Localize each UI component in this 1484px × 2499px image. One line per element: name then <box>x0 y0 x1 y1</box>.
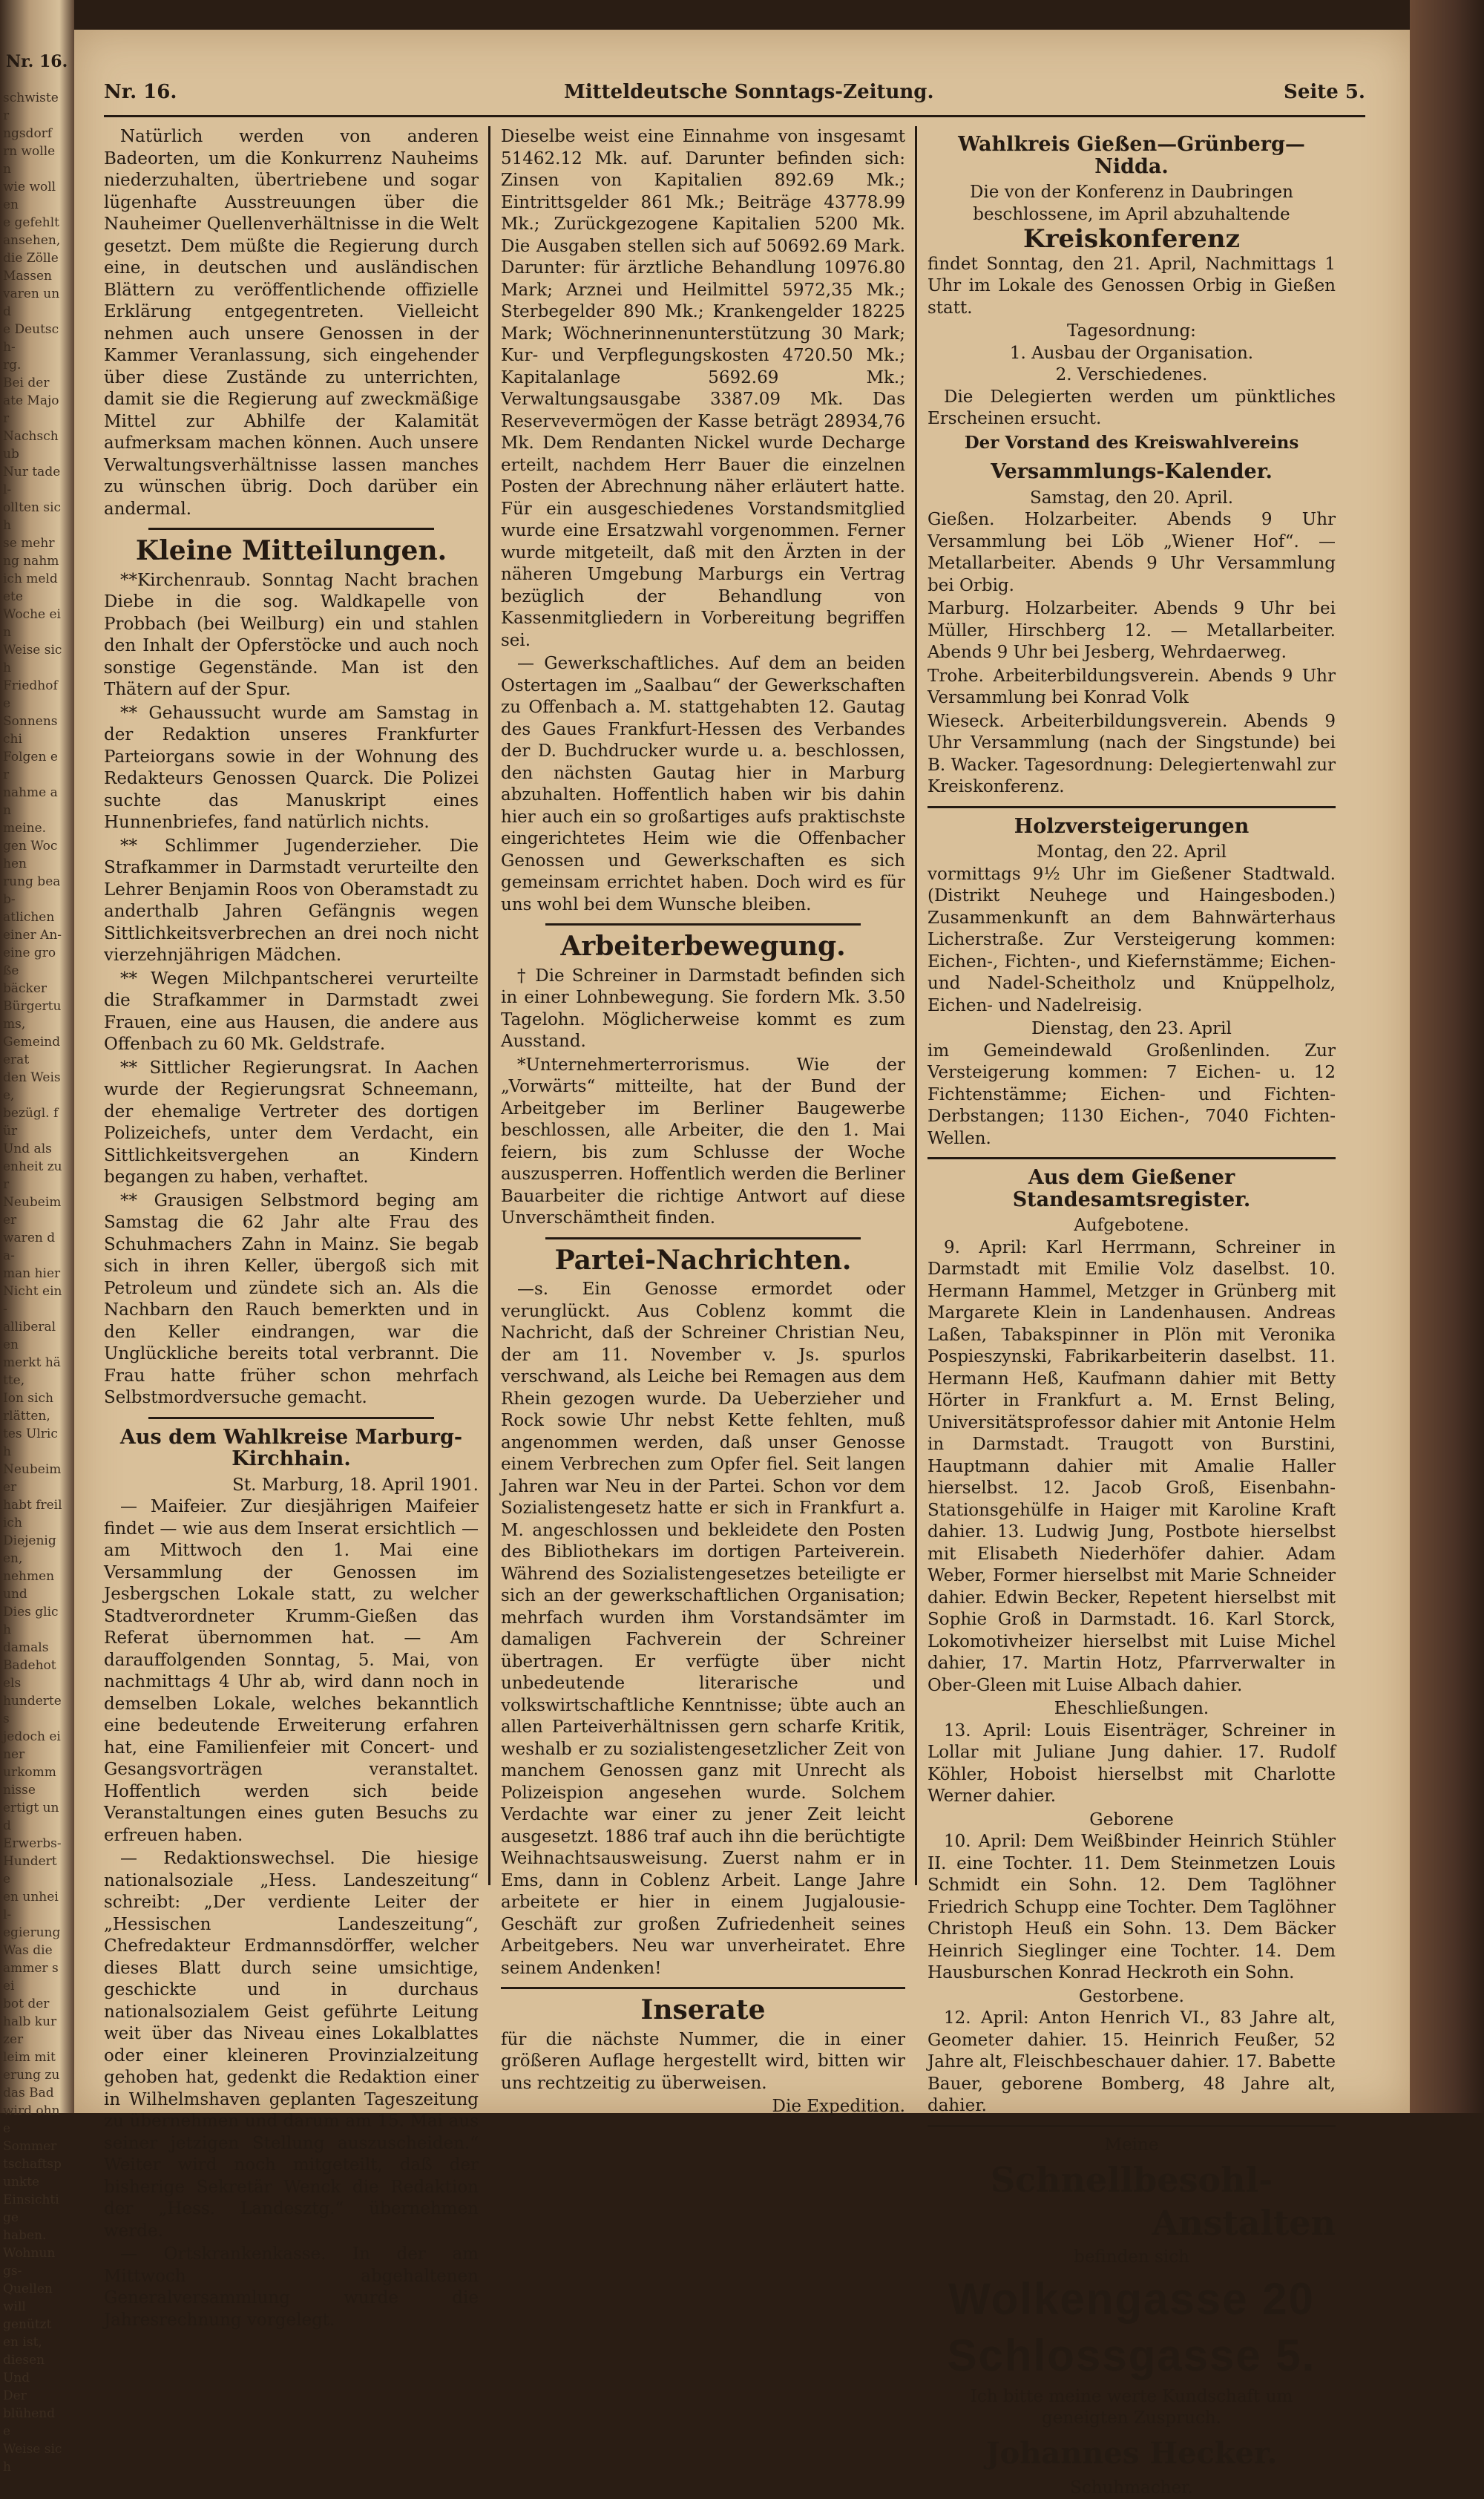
agenda-item: 1. Ausbau der Organisation. <box>928 343 1336 365</box>
news-item: ** Schlimmer Jugenderzieher. Die Strafkammer in Darmstadt verurteilte den Lehrer Benjamin Roos von Oberamstadt zu anderthalb Jahren Gefängnis wegen Sittlichkeitsverbrechen an drei noch nicht vierzehnjährigen Mädchen. <box>104 836 479 967</box>
adjacent-page-line: damals <box>3 1639 62 1657</box>
adjacent-page-line: ng nahm <box>3 552 62 570</box>
adjacent-page-line: egierung <box>3 1924 62 1942</box>
adjacent-page-line: eine große <box>3 944 62 980</box>
adjacent-page-line: rn wollen <box>3 143 62 178</box>
adjacent-page-line: Neubeimer <box>3 1461 62 1496</box>
section-heading-inserate: Inserate <box>501 1999 905 2022</box>
adjacent-page-line: Dies glich <box>3 1603 62 1639</box>
article-paragraph: Natürlich werden von anderen Badeorten, um die Konkurrenz Nauheims niederzuhalten, übertriebene und sogar lügenhafte Ausstreuungen über die Nauheimer Quellenverhältnisse in die Welt gesetzt. Dem müßte die Regierung durch eine, in deutschen und ausländischen Blättern zu veröffentlichende offizielle Erklärung entgegentreten. Vielleicht nehmen auch unsere Genossen in der Kammer Veranlassung, sich eingehender über diese Zustände zu unterrichten, damit sie die Regierung auf zweckmäßige Mittel zur Abhilfe der Kalamität aufmerksam machen können. Auch unsere Verwaltungsverhältnisse lassen manches zu wünschen übrig. Doch darüber ein andermal. <box>104 126 479 520</box>
news-item: ** Gehaussucht wurde am Samstag in der Redaktion unseres Frankfurter Parteiorgans sowie in der Wohnung des Redakteurs Genossen Quarck. Die Polizei suchte das Manuskript eines Hunnenbriefes, fand natürlich nichts. <box>104 703 479 834</box>
adjacent-page-line: diesen <box>3 2351 62 2369</box>
notice-signature: Die Expedition. <box>501 2096 905 2118</box>
section-heading-kleine-mitteilungen: Kleine Mitteilungen. <box>104 540 479 563</box>
agenda-item: 2. Verschiedenes. <box>928 364 1336 387</box>
adjacent-page-line: atlichen <box>3 908 62 926</box>
article-paragraph: Dieselbe weist eine Einnahme von insgesamt 51462.12 Mk. auf. Darunter befinden sich: Zinsen von Kapitalien 892.69 Mk.; Eintrittsgelder 861 Mk.; Beiträge 43778.99 Mk.; Zurückgezogene Kapitalien 5200 Mk. Die Ausgaben stellen sich auf 50692.69 Mark. Darunter: für ärztliche Behandlung 10976.80 Mark; Arznei und Heilmittel 5972,35 Mk.; Sterbegelder 890 Mk.; Krankengelder 18225 Mark; Wöchnerinnenunterstützung 30 Mark; Kur- und Verpflegungskosten 4720.50 Mk.; Kapitalanlage 5692.69 Mk.; Verwaltungsausgabe 3387.09 Mk. Das Reservevermögen der Kasse beträgt 28934,76 Mk. Dem Rendanten Nickel wurde Decharge erteilt, nachdem Herr Bauer die einzelnen Posten der Abrechnung näher erläutert hatte. Für ein ausgeschiedenes Vorstandsmitglied wurde eine Ersatzwahl vorgenommen. Ferner wurde mitgeteilt, daß mit den Ärzten in der näheren Umgebung Marburgs ein Vertrag bezüglich der Behandlung von Kassenmitgliedern in Vorbereitung begriffen sei. <box>501 126 905 652</box>
adjacent-page-line: wie wollen <box>3 178 62 214</box>
adjacent-page-number: Nr. 16. <box>6 52 68 71</box>
adjacent-page-line: Sonnenschi <box>3 713 62 748</box>
news-item: † Die Schreiner in Darmstadt befinden sich in einer Lohnbewegung. Sie fordern Mk. 3.50 Tagelohn. Möglicherweise kommt es zum Ausstand. <box>501 966 905 1053</box>
adjacent-page-line: merkt hätte, <box>3 1354 62 1389</box>
adjacent-page-line: bäcker <box>3 980 62 998</box>
adjacent-page-line: ich meldete <box>3 570 62 606</box>
section-heading-wahlkreis-giessen: Wahlkreis Gießen—Grünberg—Nidda. <box>928 134 1336 177</box>
register-subheading: Eheschließungen. <box>928 1698 1336 1720</box>
divider <box>545 1237 861 1239</box>
adjacent-page-line: rlätten, <box>3 1407 62 1425</box>
news-item: — Ortskrankenkasse. In der am Mittwoch abgehaltenen Generalversammlung wurde die Jahresrechnung vorgelegt. <box>104 2244 479 2331</box>
adjacent-page-line: nehmen und <box>3 1568 62 1603</box>
adjacent-page-line: Friedhofe <box>3 677 62 713</box>
adjacent-page-line: jedoch einer <box>3 1728 62 1763</box>
column-1 <box>104 126 479 1907</box>
column-rule <box>915 126 917 1885</box>
divider <box>148 528 434 530</box>
register-entries: 13. April: Louis Eisenträger, Schreiner in Lollar mit Juliane Jung dahier. 17. Rudolf Köhler, Hoboist hierselbst mit Charlotte Werner dahier. <box>928 1720 1336 1808</box>
page-header <box>104 71 1365 117</box>
adjacent-page-line: Woche ein <box>3 606 62 641</box>
adjacent-page-line: Nachschub <box>3 428 62 463</box>
adjacent-page-line: Sommer <box>3 2138 62 2155</box>
divider <box>928 806 1336 808</box>
calendar-entry: Trohe. Arbeiterbildungsverein. Abends 9 Uhr Versammlung bei Konrad Volk <box>928 666 1336 710</box>
section-heading-wahlkreis-marburg: Aus dem Wahlkreise Marburg-Kirchhain. <box>104 1427 479 1470</box>
divider <box>545 923 861 926</box>
adjacent-page-line: ammer sei <box>3 1959 62 1995</box>
ad-advertiser-trade: Schuhmacher. <box>928 2477 1336 2499</box>
adjacent-page-line: Quellen will <box>3 2280 62 2316</box>
divider <box>928 1157 1336 1159</box>
column-2 <box>501 126 905 1907</box>
ad-address: Wolkengasse 20 <box>928 2273 1336 2325</box>
register-subheading: Geborene <box>928 1809 1336 1832</box>
adjacent-page-line: Neubeimer <box>3 1193 62 1229</box>
adjacent-page-line: einer An- <box>3 926 62 944</box>
adjacent-page-line: rung beab- <box>3 873 62 908</box>
adjacent-page-line: alliberalen <box>3 1318 62 1354</box>
adjacent-page-line: nahme an <box>3 784 62 819</box>
adjacent-page-line: Hunderte <box>3 1853 62 1888</box>
auction-date: Montag, den 22. April <box>928 842 1336 864</box>
issue-number: Nr. 16. <box>104 81 177 103</box>
adjacent-page-line: Diejenigen, <box>3 1532 62 1568</box>
adjacent-page-line: urkommnisse <box>3 1763 62 1799</box>
adjacent-page-line: ertigt und <box>3 1799 62 1835</box>
register-entries: 10. April: Dem Weißbinder Heinrich Stühler II. eine Tochter. 11. Dem Steinmetzen Louis Schmidt ein Sohn. 12. Dem Taglöhner Friedrich Schupp eine Tochter. Dem Taglöhner Christoph Heuß ein Sohn. 13. Dem Bäcker Heinrich Sieglinger eine Tochter. 14. Dem Hausburschen Konrad Heckroth ein Sohn. <box>928 1831 1336 1985</box>
notice-text: findet Sonntag, den 21. April, Nachmittags 1 Uhr im Lokale des Genossen Orbig in Gießen statt. <box>928 254 1336 320</box>
adjacent-page-line: Und als <box>3 1140 62 1158</box>
adjacent-page-line: erung zu <box>3 2066 62 2084</box>
adjacent-page-line: man hier <box>3 1265 62 1283</box>
news-item: ** Sittlicher Regierungsrat. In Aachen wurde der Regierungsrat Schneemann, der ehemalige Vertreter des dortigen Polizeichefs, unter dem Verdacht, ein Sittlichkeitsvergehen an Kindern begangen zu haben, verhaftet. <box>104 1058 479 1189</box>
adjacent-page-line: gen Wochen <box>3 837 62 873</box>
notice-signature: Der Vorstand des Kreiswahlvereins <box>928 432 1336 454</box>
dateline: St. Marburg, 18. April 1901. <box>104 1475 479 1497</box>
column-3 <box>928 126 1336 1907</box>
ad-headline: Anstalten <box>928 2204 1336 2242</box>
news-item: *Unternehmerterrorismus. Wie der „Vorwärts“ mitteilte, hat der Bund der Arbeitgeber im Berliner Baugewerbe beschlossen, alle Arbeiter, die den 1. Mai feiern, bis zum Schlusse der Woche auszusperren. Hoffentlich werden die Berliner Bauarbeiter die richtige Antwort auf diese Unverschämtheit finden. <box>501 1055 905 1230</box>
section-heading-standesamt: Aus dem Gießener Standesamtsregister. <box>928 1167 1336 1211</box>
newspaper-title: Mitteldeutsche Sonntags-Zeitung. <box>564 81 934 103</box>
ad-address: Schlossgasse 5. <box>928 2330 1336 2382</box>
adjacent-page-line: ate Major <box>3 392 62 428</box>
adjacent-page-line: varen und <box>3 285 62 321</box>
adjacent-page-line: haben. <box>3 2227 62 2244</box>
section-heading-holzversteigerungen: Holzversteigerungen <box>928 816 1336 838</box>
adjacent-page-line: Badehotels <box>3 1657 62 1692</box>
register-entries: 9. April: Karl Herrmann, Schreiner in Darmstadt mit Emilie Volz daselbst. 10. Hermann Hammel, Metzger in Grünberg mit Margarete Klein in Landenhausen. Andreas Laßen, Tabakspinner in Plön mit Veronika Pospieszynski, Fabrikarbeiterin daselbst. 11. Hermann Heß, Kaufmann dahier mit Betty Hörter in Frankfurt a. M. Ernst Beling, Universitätsprofessor dahier mit Antonie Helm in Darmstadt. Traugott von Burstini, Hauptmann dahier mit Amalie Haller hierselbst. 12. Jacob Groß, Eisenbahn-Stationsgehülfe in Haiger mit Karoline Kraft dahier. 13. Ludwig Jung, Postbote hierselbst mit Elisabeth Niederhöfer dahier. Adam Weber, Former hierselbst mit Marie Schneider dahier. Edwin Becker, Repetent hierselbst mit Sophie Groß in Darmstadt. 16. Karl Storck, Lokomotivheizer hierselbst mit Luise Michel dahier, 17. Martin Hotz, Pfarrverwalter in Ober-Gleen mit Luise Albach dahier. <box>928 1237 1336 1697</box>
ad-headline: Schnellbesohl- <box>928 2161 1336 2199</box>
newspaper-page <box>74 30 1410 2113</box>
calendar-date: Samstag, den 20. April. <box>928 488 1336 510</box>
news-item: **Kirchenraub. Sonntag Nacht brachen Diebe in die sog. Waldkapelle von Probbach (bei Weilburg) ein und stahlen den Inhalt der Opferstöcke und auch noch sonstige Gegenstände. Man ist den Thätern auf der Spur. <box>104 570 479 701</box>
adjacent-page-edge <box>0 0 74 2113</box>
adjacent-page-line: Nicht ein- <box>3 1283 62 1318</box>
adjacent-page-line: Folgen er <box>3 748 62 784</box>
auction-entry: vormittags 9½ Uhr im Gießener Stadtwald. (Distrikt Neuhege und Haingesboden.) Zusammenkunft an dem Bahnwärterhaus Licherstraße. Zur Versteigerung kommen: Eichen-, Fichten-, und Kiefernstämme; Eichen- und Nadel-Scheitholz und Knüppelholz, Eichen- und Nadelreisig. <box>928 864 1336 1018</box>
adjacent-page-line: ansehen, <box>3 232 62 249</box>
auction-entry: im Gemeindewald Großenlinden. Zur Versteigerung kommen: 7 Eichen- u. 12 Fichtenstämme; Eichen- und Fichten-Derbstangen; 1130 Eichen-, 7040 Fichten-Wellen. <box>928 1041 1336 1150</box>
ad-advertiser-name: Johannes Hecker. <box>928 2434 1336 2473</box>
adjacent-page-line: leim mit <box>3 2048 62 2066</box>
adjacent-page-line: schwister <box>3 89 62 125</box>
adjacent-page-line: tes Ulrich <box>3 1425 62 1461</box>
page-number: Seite 5. <box>1284 81 1365 103</box>
adjacent-page-line: Nur tadel- <box>3 463 62 499</box>
adjacent-page-line: en ist, <box>3 2333 62 2351</box>
adjacent-page-line: Gemeinderat <box>3 1033 62 1069</box>
calendar-entry: Gießen. Holzarbeiter. Abends 9 Uhr Versammlung bei Löb „Wiener Hof“. — Metallarbeiter. Abends 9 Uhr Versammlung bei Orbig. <box>928 509 1336 597</box>
adjacent-page-line: wird ohne <box>3 2102 62 2138</box>
adjacent-page-line: die Zölle <box>3 249 62 267</box>
adjacent-page-line: Einsichtige <box>3 2191 62 2227</box>
adjacent-page-text <box>3 89 62 2476</box>
adjacent-page-line: se mehr <box>3 534 62 552</box>
adjacent-page-line: en unheil- <box>3 1888 62 1924</box>
adjacent-page-line: genützt <box>3 2316 62 2333</box>
adjacent-page-line: Bürgertums, <box>3 998 62 1033</box>
ad-text: Ich bitte meine werte Kundschaft um geneigten Zuspruch. <box>928 2386 1336 2430</box>
adjacent-page-line: bot der <box>3 1995 62 2013</box>
register-subheading: Gestorbene. <box>928 1986 1336 2008</box>
news-item: —s. Ein Genosse ermordet oder verunglückt. Aus Coblenz kommt die Nachricht, daß der Schreiner Christian Neu, der am 11. November v. Js. spurlos verschwand, als Leiche bei Remagen aus dem Rhein gezogen wurde. Da Ueberzieher und Rock sowie Uhr nebst Kette fehlten, muß angenommen werden, daß unser Genosse einem Verbrechen zum Opfer fiel. Seit langen Jahren war Neu in der Partei. Schon vor dem Sozialistengesetz hatte er sich in Frankfurt a. M. angeschlossen und bekleidete den Posten des Bibliothekars im dortigen Parteiverein. Während des Sozialistengesetzes beteiligte er sich an der gewerkschaftlichen Organisation; mehrfach wurden ihm Vorstandsämter im damaligen Fachverein der Schreiner übertragen. Er verfügte über nicht unbedeutende literarische und volkswirtschaftliche Kenntnisse; übte auch an allen Parteiverhältnissen gern scharfe Kritik, weshalb er zu sozialistengesetzlicher Zeit von manchem Genossen ganz mit Unrecht als Polizeispion angesehen wurde. Solchem Verdachte war einer zu jener Zeit leicht ausgesetzt. 1886 traf auch ihn die berüchtigte Weihnachtsausweisung. Zuerst nahm er in Ems, dann in Coblenz Arbeit. Lange Jahre arbeitete er hier in einem Jugjalousie-Geschäft zur großen Zufriedenheit seines Arbeitgebers. Neu war unverheiratet. Ehre seinem Andenken! <box>501 1279 905 1979</box>
adjacent-page-line: blühende <box>3 2405 62 2440</box>
news-item: — Gewerkschaftliches. Auf dem an beiden Ostertagen im „Saalbau“ der Gewerkschaften zu Offenbach a. M. stattgehabten 12. Gautag des Gaues Frankfurt-Hessen des Verbandes der D. Buchdrucker wurde u. a. beschlossen, den nächsten Gautag hier in Marburg abzuhalten. Hoffentlich haben wir bis dahin hier auch ein so großartiges aufs praktischste eingerichtetes Heim wie die Offenbacher Genossen und Gewerkschaften es sich gemeinsam errichtet haben. Doch wird es für uns wohl bei dem Wunsche bleiben. <box>501 653 905 916</box>
adjacent-page-line: waren da- <box>3 1229 62 1265</box>
ad-text: befinden sich <box>928 2247 1336 2269</box>
news-item: — Maifeier. Zur diesjährigen Maifeier findet — wie aus dem Inserat ersichtlich — am Mittwoch den 1. Mai eine Versammlung der Genossen im Jesbergschen Lokale statt, zu welcher Stadtverordneter Krumm-Gießen das Referat übernommen hat. — Am darauffolgenden Sonntag, 5. Mai, von nachmittags 4 Uhr ab, wird dann noch in demselben Lokale, welches bekanntlich eine bedeutende Erweiterung erfahren hat, eine Familienfeier mit Concert- und Gesangsvorträgen veranstaltet. Hoffentlich werden sich beide Veranstaltungen eines guten Besuchs zu erfreuen haben. <box>104 1496 479 1847</box>
notice-text: Die von der Konferenz in Daubringen beschlossene, im April abzuhaltende <box>928 182 1336 226</box>
adjacent-page-line: Wohnungs- <box>3 2244 62 2280</box>
adjacent-page-line: e gefehlt <box>3 214 62 232</box>
ad-text: Meine <box>928 2135 1336 2157</box>
news-item: ** Grausigen Selbstmord beging am Samstag die 62 Jahr alte Frau des Schuhmachers Zahn in Mainz. Sie begab sich in ihren Keller, übergoß sich mit Petroleum und zündete sich an. Als die Nachbarn den Rauch bemerkten und in den Keller eindrangen, war die Unglückliche bereits total verbrannt. Die Frau hatte früher schon mehrfach Selbstmordversuche gemacht. <box>104 1190 479 1409</box>
calendar-entry: Marburg. Holzarbeiter. Abends 9 Uhr bei Müller, Hirschberg 12. — Metallarbeiter. Abends 9 Uhr bei Jesberg, Wehrdaerweg. <box>928 598 1336 664</box>
adjacent-page-line: den Weise, <box>3 1069 62 1104</box>
divider <box>501 1987 905 1989</box>
adjacent-page-line: Was die <box>3 1942 62 1959</box>
register-subheading: Aufgebotene. <box>928 1215 1336 1237</box>
adjacent-page-line: ngsdorf <box>3 125 62 143</box>
column-rule <box>488 126 490 1885</box>
divider <box>928 2125 1336 2127</box>
adjacent-page-line: Der <box>3 2387 62 2405</box>
calendar-entry: Wieseck. Arbeiterbildungsverein. Abends 9 Uhr Versammlung (nach der Singstunde) bei B. Wacker. Tagesordnung: Delegiertenwahl zur Kreiskonferenz. <box>928 711 1336 799</box>
book-cover-edge <box>1410 0 1484 2113</box>
adjacent-page-line: e Deutsch- <box>3 321 62 356</box>
notice-text: Die Delegierten werden um pünktliches Erscheinen ersucht. <box>928 387 1336 430</box>
agenda-heading: Tagesordnung: <box>928 321 1336 343</box>
adjacent-page-line: Und <box>3 2369 62 2387</box>
adjacent-page-line: das Bad <box>3 2084 62 2102</box>
auction-date: Dienstag, den 23. April <box>928 1018 1336 1041</box>
news-item: — Redaktionswechsel. Die hiesige nationalsoziale „Hess. Landeszeitung“ schreibt: „Der verdiente Leiter der „Hessischen Landeszeitung“, Chefredakteur Erdmannsdörffer, welcher dieses Blatt durch seine umsichtige, geschickte und in durchaus nationalsozialem Geist geführte Leitung weit über das Niveau eines Lokalblattes oder einer kleineren Provinzialzeitung gehoben hat, gedenkt die Redaktion einer in Wilhelmshaven geplanten Tageszeitung zu übernehmen und darum am 15. Mai aus seiner jetzigen Stellung auszuscheiden.“ Weiter wird noch mitgeteilt, daß der bisherige Sekretär Wenck die Redaktion der „Hess. Landesztg.“ übernehmen werde. <box>104 1848 479 2242</box>
adjacent-page-line: Weise sich <box>3 641 62 677</box>
adjacent-page-line: Bei der <box>3 374 62 392</box>
adjacent-page-line: bezügl. für <box>3 1104 62 1140</box>
section-heading-versammlungs-kalender: Versammlungs-Kalender. <box>928 461 1336 483</box>
news-item: ** Wegen Milchpantscherei verurteilte die Strafkammer in Darmstadt zwei Frauen, eine aus Hausen, die andere aus Offenbach zu 60 Mk. Geldstrafe. <box>104 969 479 1056</box>
adjacent-page-line: Ion sich <box>3 1389 62 1407</box>
adjacent-page-line: tschaftspunkte <box>3 2155 62 2191</box>
register-entries: 12. April: Anton Henrich VI., 83 Jahre alt, Geometer dahier. 15. Heinrich Feußer, 52 Jahre alt, Fleischbeschauer dahier. 17. Babette Bauer, geborene Bomberg, 48 Jahre alt, dahier. <box>928 2008 1336 2118</box>
notice-title: Kreiskonferenz <box>928 229 1336 251</box>
adjacent-page-line: meine. <box>3 819 62 837</box>
adjacent-page-line: hundertes <box>3 1692 62 1728</box>
section-heading-partei-nachrichten: Partei-Nachrichten. <box>501 1250 905 1272</box>
notice-text: für die nächste Nummer, die in einer größeren Auflage hergestellt wird, bitten wir uns rechtzeitig zu überweisen. <box>501 2029 905 2095</box>
adjacent-page-line: halb kurzer <box>3 2013 62 2048</box>
divider <box>148 1417 434 1419</box>
adjacent-page-line: rg. <box>3 356 62 374</box>
adjacent-page-line: Weise sich <box>3 2440 62 2476</box>
adjacent-page-line: enheit zur <box>3 1158 62 1193</box>
adjacent-page-line: ollten sich <box>3 499 62 534</box>
section-heading-arbeiterbewegung: Arbeiterbewegung. <box>501 936 905 958</box>
adjacent-page-line: habt freilich <box>3 1496 62 1532</box>
adjacent-page-line: Erwerbs- <box>3 1835 62 1853</box>
adjacent-page-line: Massen <box>3 267 62 285</box>
